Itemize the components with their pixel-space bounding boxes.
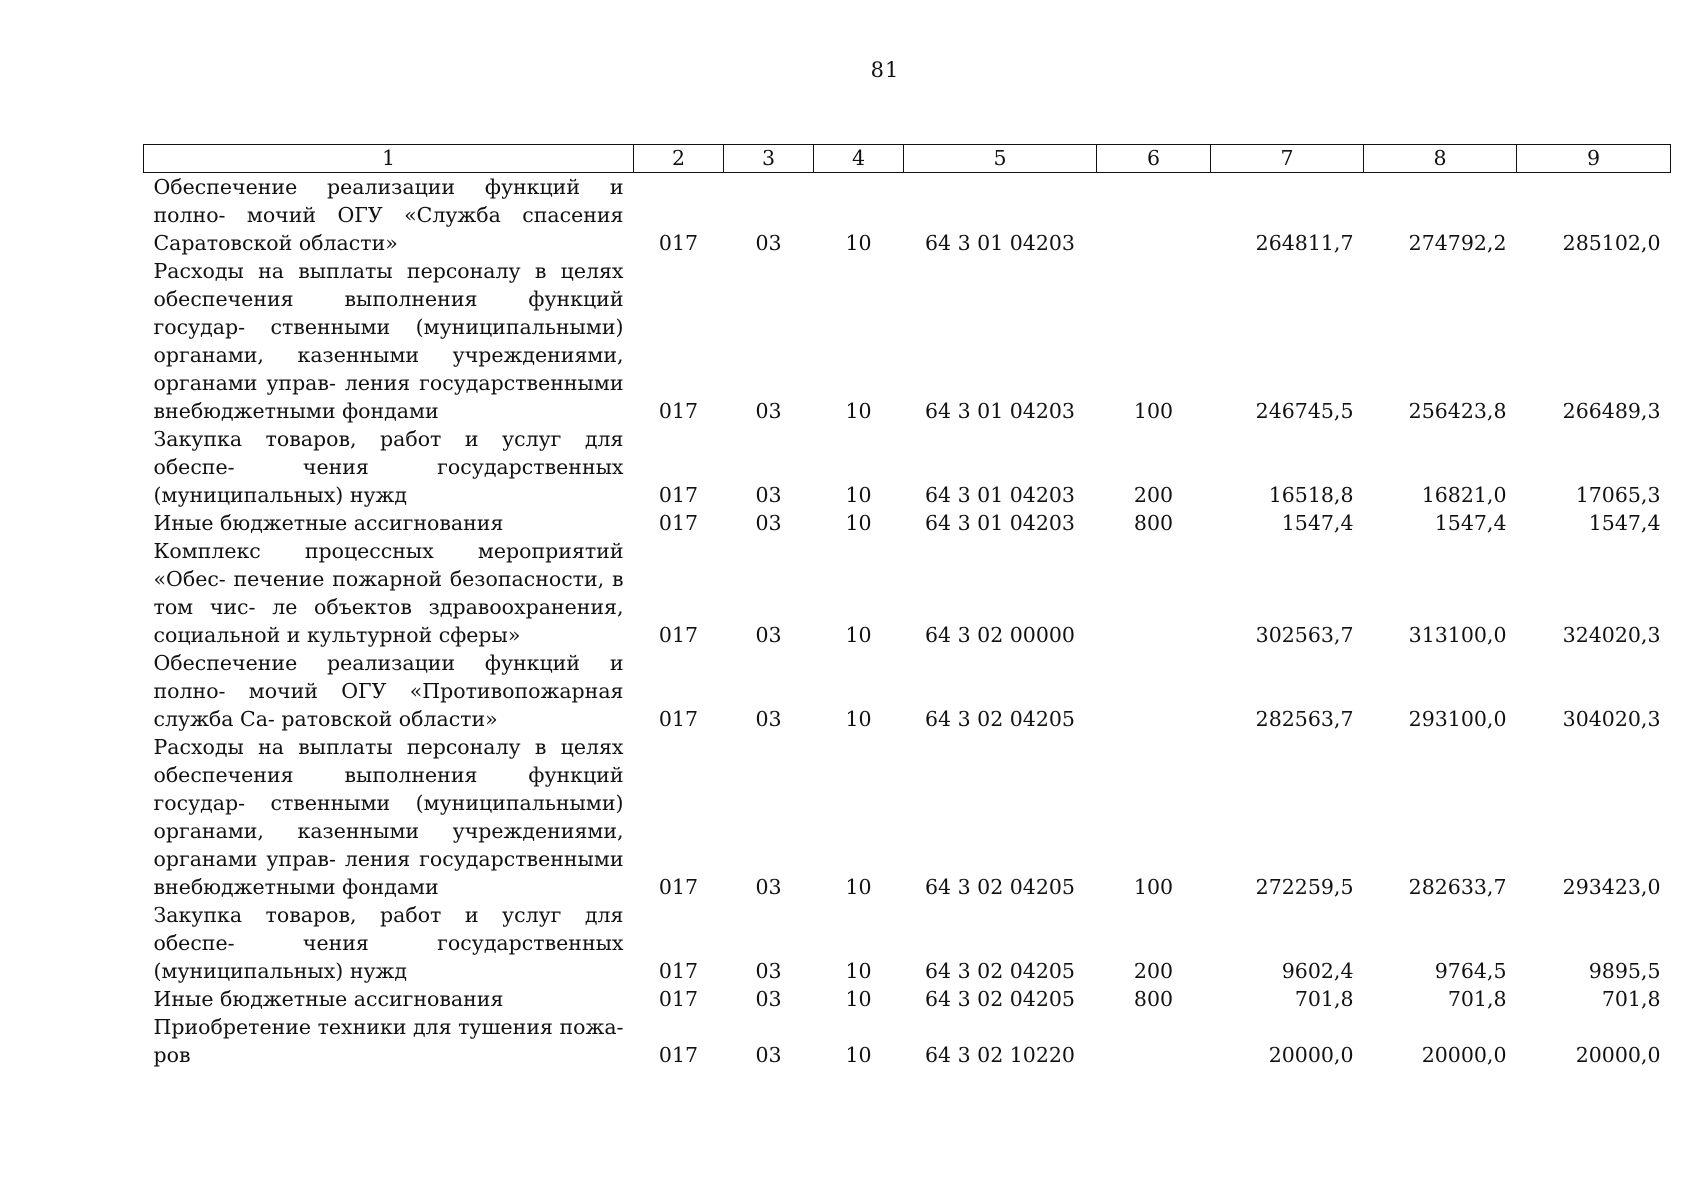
item-name-line: Приобретение техники для тушения пожа-	[153, 1015, 624, 1039]
cell-target-article: 64 3 02 04205	[925, 707, 1075, 731]
item-name-line: культурной сферы»	[306, 623, 521, 647]
item-name-line: фондами	[342, 875, 439, 899]
item-name-line: казенными учреждениями, органами управ-	[153, 819, 624, 871]
cell-subsection: 10	[845, 1043, 872, 1067]
table-row	[144, 901, 1671, 985]
cell-subsection: 10	[845, 483, 872, 507]
cell-expense-type: 200	[1133, 483, 1174, 507]
cell-amount-year-2: 282633,7	[1408, 875, 1507, 899]
cell-target-article: 64 3 02 04205	[925, 875, 1075, 899]
cell-subsection: 10	[845, 987, 872, 1011]
header-row	[144, 145, 1671, 173]
cell-amount-year-2: 20000,0	[1421, 1043, 1507, 1067]
header-col-6: 6	[1097, 145, 1211, 173]
cell-section: 03	[755, 959, 782, 983]
cell-expense-type: 800	[1133, 987, 1174, 1011]
cell-amount-year-3: 304020,3	[1562, 707, 1661, 731]
cell-section: 03	[755, 987, 782, 1011]
cell-subsection: 10	[845, 875, 872, 899]
cell-amount-year-2: 9764,5	[1434, 959, 1507, 983]
header-col-8: 8	[1364, 145, 1517, 173]
item-name-line: чения государственных (муниципальных)	[153, 455, 624, 507]
cell-ministry: 017	[658, 511, 699, 535]
header-col-7: 7	[1211, 145, 1364, 173]
cell-subsection: 10	[845, 399, 872, 423]
cell-target-article: 64 3 01 04203	[925, 483, 1075, 507]
item-name-line: Обеспечение реализации функций и полно-	[153, 175, 624, 227]
table-row	[144, 733, 1671, 901]
cell-expense-type	[1097, 173, 1211, 258]
cell-item-name	[144, 901, 634, 985]
item-name-line: Расходы на выплаты персоналу в целях	[153, 259, 624, 283]
table-row	[144, 537, 1671, 649]
cell-amount-year-2: 701,8	[1447, 987, 1507, 1011]
cell-section: 03	[755, 483, 782, 507]
header-col-1: 1	[144, 145, 634, 173]
item-name-line: обеспечения выполнения функций государ-	[153, 287, 624, 339]
cell-amount-year-3: 17065,3	[1575, 483, 1661, 507]
cell-subsection: 10	[845, 959, 872, 983]
cell-amount-year-1: 9602,4	[1281, 959, 1354, 983]
cell-target-article: 64 3 01 04203	[925, 399, 1075, 423]
cell-amount-year-1: 302563,7	[1255, 623, 1354, 647]
cell-target-article: 64 3 02 00000	[925, 623, 1075, 647]
item-name-line: Иные бюджетные ассигнования	[153, 511, 504, 535]
cell-amount-year-3: 293423,0	[1562, 875, 1661, 899]
cell-section: 03	[755, 1043, 782, 1067]
item-name-line: ров	[153, 1043, 191, 1067]
cell-item-name	[144, 733, 634, 901]
item-name-line: чения государственных (муниципальных)	[153, 931, 624, 983]
table-row	[144, 649, 1671, 733]
cell-ministry: 017	[658, 875, 699, 899]
table-row	[144, 425, 1671, 509]
cell-amount-year-3: 20000,0	[1575, 1043, 1661, 1067]
item-name-line: нужд	[349, 959, 408, 983]
budget-table	[143, 144, 1671, 1069]
cell-item-name	[144, 509, 634, 537]
table-row	[144, 1013, 1671, 1069]
cell-section: 03	[755, 707, 782, 731]
cell-amount-year-3: 266489,3	[1562, 399, 1661, 423]
cell-section: 03	[755, 875, 782, 899]
cell-amount-year-3: 324020,3	[1562, 623, 1661, 647]
cell-amount-year-2: 274792,2	[1408, 231, 1507, 255]
cell-item-name	[144, 1013, 634, 1069]
item-name-line: обеспечения выполнения функций государ-	[153, 763, 624, 815]
cell-amount-year-3: 9895,5	[1588, 959, 1661, 983]
cell-item-name	[144, 537, 634, 649]
cell-amount-year-1: 282563,7	[1255, 707, 1354, 731]
item-name-line: Комплекс процессных мероприятий «Обес-	[153, 539, 624, 591]
cell-item-name	[144, 173, 634, 258]
item-name-line: мочий ОГУ «Противопожарная служба Са-	[153, 679, 624, 731]
header-col-5: 5	[904, 145, 1097, 173]
item-name-line: нужд	[349, 483, 408, 507]
cell-expense-type: 100	[1133, 399, 1174, 423]
item-name-line: области»	[298, 231, 398, 255]
page-number: 81	[870, 58, 900, 82]
item-name-line: ратовской области»	[281, 707, 498, 731]
cell-amount-year-1: 701,8	[1294, 987, 1354, 1011]
header-col-2: 2	[634, 145, 724, 173]
cell-amount-year-2: 293100,0	[1408, 707, 1507, 731]
cell-ministry: 017	[658, 1043, 699, 1067]
cell-expense-type: 200	[1133, 959, 1174, 983]
item-name-line: фондами	[342, 399, 439, 423]
item-name-line: Иные бюджетные ассигнования	[153, 987, 504, 1011]
cell-ministry: 017	[658, 959, 699, 983]
cell-subsection: 10	[845, 623, 872, 647]
item-name-line: ления государственными внебюджетными	[153, 371, 624, 423]
cell-amount-year-2: 313100,0	[1408, 623, 1507, 647]
cell-ministry: 017	[658, 483, 699, 507]
item-name-line: Расходы на выплаты персоналу в целях	[153, 735, 624, 759]
cell-amount-year-1: 246745,5	[1255, 399, 1354, 423]
cell-section: 03	[755, 231, 782, 255]
cell-subsection: 10	[845, 511, 872, 535]
cell-ministry: 017	[658, 399, 699, 423]
item-name-line: Обеспечение реализации функций и полно-	[153, 651, 624, 703]
cell-ministry: 017	[658, 707, 699, 731]
cell-subsection: 10	[845, 707, 872, 731]
table-body	[144, 173, 1671, 1070]
header-col-4: 4	[814, 145, 904, 173]
header-col-3: 3	[724, 145, 814, 173]
item-name-line: мочий ОГУ «Служба спасения Саратовской	[153, 203, 624, 255]
cell-amount-year-2: 1547,4	[1434, 511, 1507, 535]
cell-section: 03	[755, 399, 782, 423]
cell-amount-year-1: 20000,0	[1268, 1043, 1354, 1067]
cell-section: 03	[755, 511, 782, 535]
item-name-line: Закупка товаров, работ и услуг для обеспе-	[153, 903, 624, 955]
cell-item-name	[144, 985, 634, 1013]
cell-target-article: 64 3 02 10220	[925, 1043, 1075, 1067]
item-name-line: ле объектов здравоохранения, социальной и	[153, 595, 624, 647]
table-row	[144, 257, 1671, 425]
table-row	[144, 173, 1671, 258]
item-name-line: печение пожарной безопасности, в том чис-	[153, 567, 624, 619]
cell-amount-year-2: 16821,0	[1421, 483, 1507, 507]
cell-item-name	[144, 425, 634, 509]
cell-target-article: 64 3 02 04205	[925, 987, 1075, 1011]
cell-target-article: 64 3 01 04203	[925, 231, 1075, 255]
cell-amount-year-1: 264811,7	[1255, 231, 1354, 255]
cell-expense-type: 100	[1133, 875, 1174, 899]
item-name-line: Закупка товаров, работ и услуг для обеспе-	[153, 427, 624, 479]
table-row	[144, 509, 1671, 537]
cell-expense-type	[1097, 649, 1211, 733]
cell-subsection: 10	[845, 231, 872, 255]
cell-target-article: 64 3 02 04205	[925, 959, 1075, 983]
cell-item-name	[144, 649, 634, 733]
item-name-line: ственными (муниципальными) органами,	[153, 791, 624, 843]
header-col-9: 9	[1517, 145, 1671, 173]
cell-expense-type	[1097, 537, 1211, 649]
cell-ministry: 017	[658, 623, 699, 647]
cell-amount-year-3: 701,8	[1601, 987, 1661, 1011]
cell-amount-year-1: 272259,5	[1255, 875, 1354, 899]
cell-section: 03	[755, 623, 782, 647]
cell-amount-year-1: 1547,4	[1281, 511, 1354, 535]
cell-ministry: 017	[658, 231, 699, 255]
cell-expense-type	[1097, 1013, 1211, 1069]
cell-amount-year-3: 285102,0	[1562, 231, 1661, 255]
cell-amount-year-2: 256423,8	[1408, 399, 1507, 423]
item-name-line: ственными (муниципальными) органами,	[153, 315, 624, 367]
item-name-line: казенными учреждениями, органами управ-	[153, 343, 624, 395]
item-name-line: ления государственными внебюджетными	[153, 847, 624, 899]
table-row	[144, 985, 1671, 1013]
cell-amount-year-3: 1547,4	[1588, 511, 1661, 535]
cell-ministry: 017	[658, 987, 699, 1011]
cell-target-article: 64 3 01 04203	[925, 511, 1075, 535]
cell-amount-year-1: 16518,8	[1268, 483, 1354, 507]
cell-expense-type: 800	[1133, 511, 1174, 535]
cell-item-name	[144, 257, 634, 425]
